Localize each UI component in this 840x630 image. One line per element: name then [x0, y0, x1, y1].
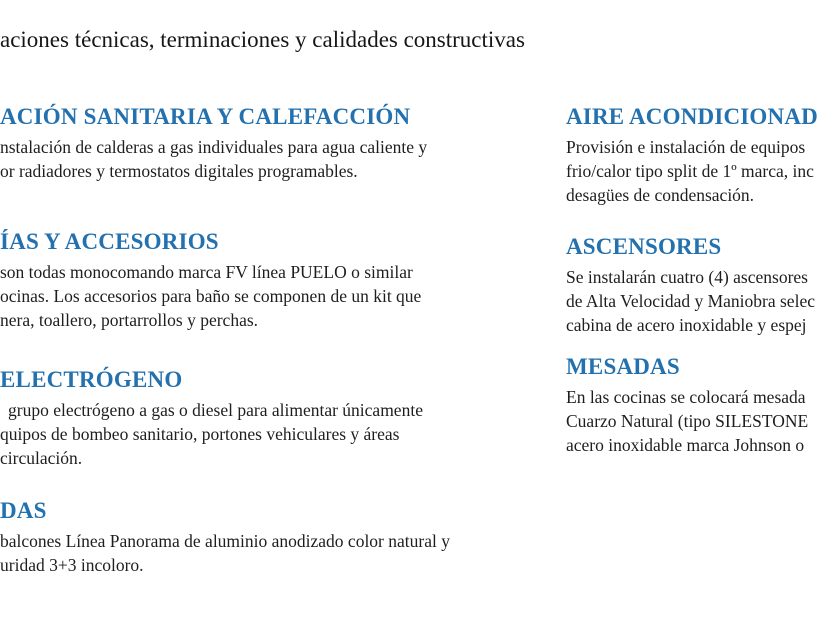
section-line: acero inoxidable marca Johnson o	[566, 435, 805, 455]
section-line: uridad 3+3 incoloro.	[0, 555, 144, 575]
section-line: Se instalarán cuatro (4) ascensores	[566, 267, 808, 287]
section-heading: AIRE ACONDICIONAD	[566, 104, 818, 129]
section-heading: MESADAS	[566, 354, 680, 379]
section-aire-acondicionado	[566, 103, 840, 207]
section-line: cabina de acero inoxidable y espej	[566, 315, 807, 335]
section-line: Cuarzo Natural (tipo SILESTONE	[566, 411, 809, 431]
section-line: de Alta Velocidad y Maniobra selec	[566, 291, 815, 311]
section-line: ocinas. Los accesorios para baño se componen de un kit que	[0, 286, 422, 306]
section-line: nstalación de calderas a gas individuales para agua caliente y	[0, 137, 428, 157]
section-mesadas	[566, 353, 840, 457]
section-heading: ASCENSORES	[566, 234, 722, 259]
section-line: Provisión e instalación de equipos	[566, 137, 806, 157]
section-instalacion-sanitaria	[0, 103, 545, 183]
section-line: son todas monocomando marca FV línea PUELO o similar	[0, 262, 413, 282]
section-grupo-electrogeno	[0, 366, 545, 470]
section-heading: DAS	[0, 498, 47, 523]
section-line: nera, toallero, portarrollos y perchas.	[0, 310, 259, 330]
section-line: circulación.	[0, 448, 83, 468]
section-barandas	[0, 497, 545, 577]
section-heading: ACIÓN SANITARIA Y CALEFACCIÓN	[0, 104, 411, 129]
section-line: quipos de bombeo sanitario, portones vehiculares y áreas	[0, 424, 400, 444]
section-line: desagües de condensación.	[566, 185, 755, 205]
page-title: aciones técnicas, terminaciones y calidades constructivas	[0, 27, 525, 52]
section-ascensores	[566, 233, 840, 337]
section-line: frio/calor tipo split de 1º marca, inc	[566, 161, 814, 181]
section-heading: ÍAS Y ACCESORIOS	[0, 229, 219, 254]
section-heading: ELECTRÓGENO	[0, 367, 183, 392]
section-line: or radiadores y termostatos digitales programables.	[0, 161, 358, 181]
section-griferias-accesorios	[0, 228, 545, 332]
section-line: balcones Línea Panorama de aluminio anodizado color natural y	[0, 531, 450, 551]
section-line: grupo electrógeno a gas o diesel para alimentar únicamente	[8, 400, 423, 420]
section-line: En las cocinas se colocará mesada	[566, 387, 806, 407]
